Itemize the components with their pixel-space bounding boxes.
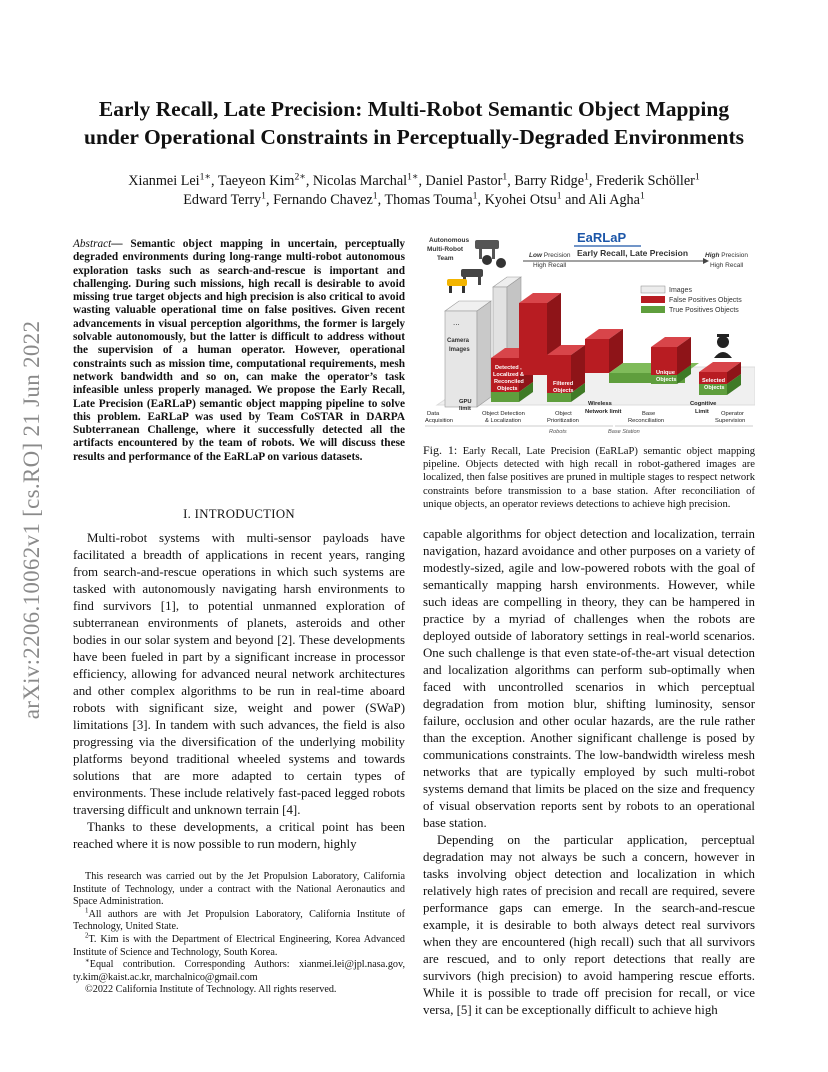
legend-true-positive-swatch <box>641 306 665 313</box>
author-separator: and <box>561 192 589 208</box>
arxiv-sidebar <box>14 280 50 760</box>
author-name: Barry Ridge <box>514 173 585 189</box>
stage-reconciliation-label-1: Base <box>642 411 656 417</box>
intro-paragraph-1: Multi-robot systems with multi-sensor payloads have facilitated a breadth of applications in recent years, ranging from search-and-rescue operations in which such systems are tasked with autonomously navigating harsh environments to find survivors [1], to potential unmanned exploration of subterranean environments of planets, asteroids and other bodies in our solar system and beyond [2]. These developments have been fueled in part by a significant increase in processor efficiency, allowing for advanced neural network architectures and other complex algorithms to be run in real-time aboard robots with significant size, weight and power (SWaP) limitations [3]. In tandem with such advances, the field is also progressing via the diversification of the underlying mobility platforms beyond traditional wheeled systems and towards solutions that are more adapted to certain types of environments. These include relatively fast-paced legged robots traversing difficult and unknown terrain [4]. <box>73 531 405 817</box>
stage-prioritization-label-2: Prioritization <box>547 418 579 424</box>
author-name: Kyohei Otsu <box>484 192 557 208</box>
author-name: Daniel Pastor <box>425 173 503 189</box>
arxiv-identifier: arXiv:2206.10062v1 [cs.RO] 21 Jun 2022 <box>19 320 44 720</box>
author-name: Thomas Touma <box>384 192 473 208</box>
team-label-2: Multi-Robot <box>427 246 464 253</box>
legend-images-label: Images <box>669 287 692 294</box>
author-name: Edward Terry <box>183 192 262 208</box>
team-label-3: Team <box>437 255 454 262</box>
stack-ellipsis: ... <box>453 318 460 327</box>
filtered-label-2: Objects <box>553 388 574 394</box>
legend-true-positive-label: True Positives Objects <box>669 307 739 314</box>
footnote-text: All authors are with Jet Propulsion Laboratory, California Institute of Technology, United State. <box>73 908 405 933</box>
author-affiliation: 2∗ <box>294 171 306 183</box>
footnote-funding: This research was carried out by the Jet Propulsion Laboratory, California Institute of Technology, under a contract with the National Aeronautics and Space Administration. <box>73 871 405 908</box>
footnote-text: T. Kim is with the Department of Electrical Engineering, Korea Advanced Institute of Science and Technology, South Korea. <box>73 933 405 958</box>
unique-label-2: Objects <box>656 377 677 383</box>
base-station-label: Base Station <box>608 429 640 435</box>
author-affiliation: 1 <box>372 190 378 202</box>
cognitive-limit-label-2: Limit <box>695 409 709 415</box>
detected-label-3: Reconciled <box>494 379 524 385</box>
stage-reconciliation-label-2: Reconciliation <box>628 418 665 424</box>
brand-label: EaRLaP <box>577 230 627 245</box>
camera-images-label-2: Images <box>449 347 470 353</box>
author-name: Ali Agha <box>588 192 640 208</box>
author-separator: , <box>477 192 485 208</box>
author-affiliation: 1 <box>639 190 645 202</box>
legend-false-positive-label: False Positives Objects <box>669 297 742 304</box>
unique-label-1: Unique <box>656 370 675 376</box>
legend-false-positive-swatch <box>641 296 665 303</box>
author-name: Xianmei Lei <box>128 173 200 189</box>
author-separator: , <box>265 192 274 208</box>
stage-operator-label-2: Supervision <box>715 418 746 424</box>
cognitive-limit-label-1: Cognitive <box>690 401 717 407</box>
abstract-text: — Semantic object mapping in uncertain, perceptually degraded environments during long-range multi-robot autonomous exploration tasks such as search-and-rescue is important and challenging. During such missions, high recall is desirable to avoid missing true target objects and high precision is also critical to avoid wasting valuable operational time on false positives. Given recent advancements in visual perception algorithms, the former is largely solvable autonomously, but the latter is difficult to address without the supervision of a human operator. However, operational constraints such as mission time, computational requirements, mesh network bandwidth and so on, can make the operator’s task infeasible unless properly managed. We propose the Early Recall, Late Precision (EaRLaP) semantic object mapping pipeline to solve this problem. EaRLaP was used by Team CoSTAR in DARPA Subterranean Challenge, where it successfully detected all the artifacts encountered by the team of robots. We will discuss these results and performance of the EaRLaP on various datasets. <box>73 238 405 463</box>
author-affiliation: 1 <box>502 171 508 183</box>
gpu-limit-label-1: GPU <box>459 399 472 405</box>
author-separator: , <box>305 173 313 189</box>
title-line-1: Early Recall, Late Precision: Multi-Robot Semantic Object Mapping <box>98 97 730 121</box>
figure-caption <box>423 444 755 511</box>
author-affiliation: 1 <box>472 190 478 202</box>
figure-1 <box>423 227 755 437</box>
title-line-2: under Operational Constraints in Perceptually-Degraded Environments <box>84 125 744 149</box>
author-affiliation: 1 <box>261 190 266 202</box>
footnote-text: Equal contribution. Corresponding Authors: xianmei.lei@jpl.nasa.gov, ty.kim@kaist.ac.kr, marchalnico@gmail.com <box>73 959 405 983</box>
subtitle-label: Early Recall, Late Precision <box>577 248 689 258</box>
stage-data-label-1: Data <box>427 411 440 417</box>
filtered-label-1: Filtered <box>553 381 574 387</box>
right-column-text <box>423 526 755 1019</box>
stage-detection-label-1: Object Detection <box>482 411 525 417</box>
high-precision-label: High Precision <box>705 252 748 259</box>
author-separator: , <box>418 173 426 189</box>
selected-label-1: Selected <box>702 378 726 384</box>
paper-title <box>40 95 788 151</box>
footnote-equal-contribution: ∗Equal contribution. Corresponding Authors: xianmei.lei@jpl.nasa.gov, ty.kim@kaist.ac.kr, marchalnico@gmail.com <box>73 957 405 983</box>
author-list <box>40 172 788 210</box>
right-paragraph-2: Depending on the particular application, perceptual degradation may not always be such a concern, however in tasks involving object detection and localization in which relatively high rates of precision and recall are required, severe performance gaps can emerge. In the search-and-rescue example, it is desirable to both always detect real survivors when they are encountered (high recall) such that all survivors are rescued, and to only report detections that really are survivors (high precision) to avoid hampering rescue efforts. While it is possible to trade off precision for recall, or vice versa, [5] it can be exceptionally difficult to achieve high <box>423 833 755 1017</box>
team-label-1: Autonomous <box>429 237 470 244</box>
author-name: Fernando Chavez <box>273 192 373 208</box>
low-precision-label: Low Precision <box>529 252 571 259</box>
figure-caption-text: Early Recall, Late Precision (EaRLaP) semantic object mapping pipeline. Objects detected with high recall in robot-gathered images are localized, then false positives are pruned in multiple stages to respect network constraints before transmission to a base station. After reconciliation of unique objects, an operator reviews detections to achieve high precision. <box>423 446 755 510</box>
figure-label: Fig. 1: <box>423 443 458 457</box>
author-line-1 <box>40 172 788 191</box>
earlap-pipeline-diagram <box>423 227 755 437</box>
high-recall-label: High Recall <box>710 262 744 269</box>
intro-paragraph-2: Thanks to these developments, a critical point has been reached where it is now possible to run modern, highly <box>73 820 405 851</box>
author-separator: , <box>588 173 596 189</box>
operator-icon <box>714 334 732 358</box>
wireless-label: Wireless <box>588 401 612 407</box>
section-heading: I. INTRODUCTION <box>183 507 295 521</box>
author-line-2 <box>40 191 788 210</box>
author-affiliation: 1∗ <box>199 171 211 183</box>
detected-label-1: Detected , <box>495 365 522 371</box>
author-affiliation: 1∗ <box>407 171 419 183</box>
author-separator: , <box>507 173 515 189</box>
footnote-copyright: ©2022 California Institute of Technology. All rights reserved. <box>85 984 337 996</box>
image-stack-front <box>445 301 491 407</box>
abstract-label: Abstract <box>73 238 112 250</box>
author-name: Nicolas Marchal <box>312 173 408 189</box>
camera-images-label-1: Camera <box>447 338 470 344</box>
author-affiliation: 1 <box>584 171 589 183</box>
stage-detection-label-2: & Localization <box>485 418 522 424</box>
network-limit-label: Network limit <box>585 409 622 415</box>
selected-label-2: Objects <box>704 385 725 391</box>
stage-data-label-2: Acquisition <box>425 418 454 424</box>
right-paragraph-1: capable algorithms for object detection and localization, terrain navigation, hazard avoidance and other purposes on a variety of modestly-sized, agile and low-powered robots with the goal of semantically mapping harsh environments. However, while such ideas are compelling in theory, they can be hampered in practice by a myriad of challenges when the robots are deployed outside of laboratory settings in real-world scenarios. One such challenge is that even state-of-the-art visual detection and localization algorithms can perform sub-optimally when faced with uncontrolled scenarios in which perceptual degradation from motion blur, shifting luminosity, sensor failure, occlusion and other ocular hazards, are the rule rather than the exception. Another significant challenge is posed by communications constraints. The low-bandwidth wireless mesh networks that are typically employed by such multi-robot systems demand that limits be placed on the size and frequency of visual observation reports sent by robots to an operational base station. <box>423 527 755 830</box>
author-affiliation: 1 <box>694 171 700 183</box>
footnote-affiliation-1: $^1$All authors are with Jet Propulsion Laboratory, California Institute of Technology, United State. <box>73 907 405 933</box>
author-name: Frederik Schöller <box>595 173 695 189</box>
author-affiliation: 1 <box>556 190 562 202</box>
stage-prioritization-label-1: Object <box>555 411 572 417</box>
legend-images-swatch <box>641 286 665 293</box>
abstract <box>73 238 405 464</box>
gpu-limit-label-2: limit <box>459 406 471 412</box>
author-separator: , <box>377 192 385 208</box>
robots-label: Robots <box>549 429 567 435</box>
author-separator: , <box>210 173 218 189</box>
low-recall-label: High Recall <box>533 262 567 269</box>
detected-label-2: Localized & <box>493 372 525 378</box>
author-name: Taeyeon Kim <box>217 173 295 189</box>
introduction-text <box>73 530 405 853</box>
stage-operator-label-1: Operator <box>721 411 744 417</box>
detected-label-4: Objects <box>497 386 518 392</box>
footnotes <box>73 871 405 997</box>
footnote-affiliation-2: $^2$T. Kim is with the Department of Electrical Engineering, Korea Advanced Institute of Science and Technology, South Korea. <box>73 932 405 958</box>
